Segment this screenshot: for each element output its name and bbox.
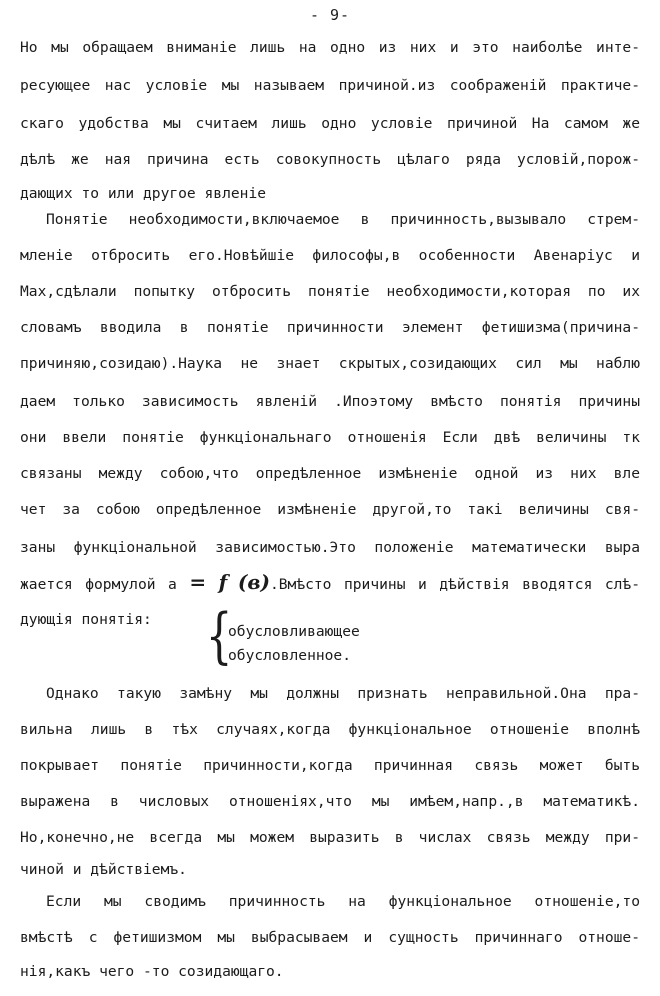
curly-brace-icon: { [205, 601, 233, 671]
text-line: Мах,сдѣлали попытку отбросить понятіе необходимости,которая по их [20, 283, 640, 300]
brace-list-item: обусловленное. [228, 647, 352, 664]
text-line: причиняю,созидаю).Наука не знает скрытых,созидающих сил мы наблю [20, 355, 640, 372]
page-number: - 9- [309, 6, 351, 24]
text-line: чет за собою опредѣленное измѣненіе другой,то такі величины свя- [20, 501, 640, 518]
text-line: вильна лишь в тѣх случаях,когда функціональное отношеніе вполнѣ [20, 721, 640, 738]
text-line: чиной и дѣйствіемъ. [20, 861, 187, 878]
paragraph-start-line: Однако такую замѣну мы должны признать неправильной.Она пра- [46, 685, 640, 702]
text-line: выражена в числовых отношеніях,что мы имѣем,напр.,в математикѣ. [20, 793, 640, 810]
text-line: они ввели понятіе функціональнаго отношенія Если двѣ величины тк [20, 429, 640, 446]
text-line: дающих то или другое явленіе [20, 185, 267, 202]
paragraph-start-line: Если мы сводимъ причинность на функціональное отношеніе,то [46, 893, 640, 910]
text-line: дующія понятія: [20, 611, 152, 628]
formula-lead-text: жается формулой а [20, 576, 177, 593]
text-line: Но мы обращаем вниманіе лишь на одно из них и это наиболѣе инте- [20, 39, 640, 56]
text-line: даем только зависимость явленій .Ипоэтому вмѣсто понятія причины [20, 393, 640, 410]
formula-line [20, 572, 640, 595]
text-line: мленіе отбросить его.Новѣйшіе философы,в особенности Авенаріус и [20, 247, 640, 264]
formula-expression: f (в) [218, 572, 270, 594]
text-line: словамъ вводила в понятіе причинности элемент фетишизма(причина- [20, 319, 640, 336]
text-line: заны функціональной зависимостью.Это положеніе математически выра [20, 539, 640, 556]
brace-list [200, 601, 460, 672]
formula-tail-text: .Вмѣсто причины и дѣйствія вводятся слѣ- [269, 576, 640, 593]
formula-operator: = [189, 572, 207, 594]
text-line: покрывает понятіе причинности,когда причинная связь может быть [20, 757, 640, 774]
paragraph-start-line: Понятіе необходимости,включаемое в причинность,вызывало стрем- [46, 211, 640, 228]
brace-list-item: обусловливающее [228, 623, 360, 640]
text-line: связаны между собою,что опредѣленное измѣненіе одной из них вле [20, 465, 640, 482]
text-line: скаго удобства мы считаем лишь одно условіе причиной На самом же [20, 115, 640, 132]
text-line: Но,конечно,не всегда мы можем выразить в числах связь между при- [20, 829, 640, 846]
text-line: нія,какъ чего -то созидающаго. [20, 963, 284, 980]
text-line: дѣлѣ же ная причина есть совокупность цѣлаго ряда условій,порож- [20, 151, 640, 168]
text-line: ресующее нас условіе мы называем причиной.из соображеній практиче- [20, 77, 640, 94]
text-line: вмѣстѣ с фетишизмом мы выбрасываем и сущность причиннаго отноше- [20, 929, 640, 946]
